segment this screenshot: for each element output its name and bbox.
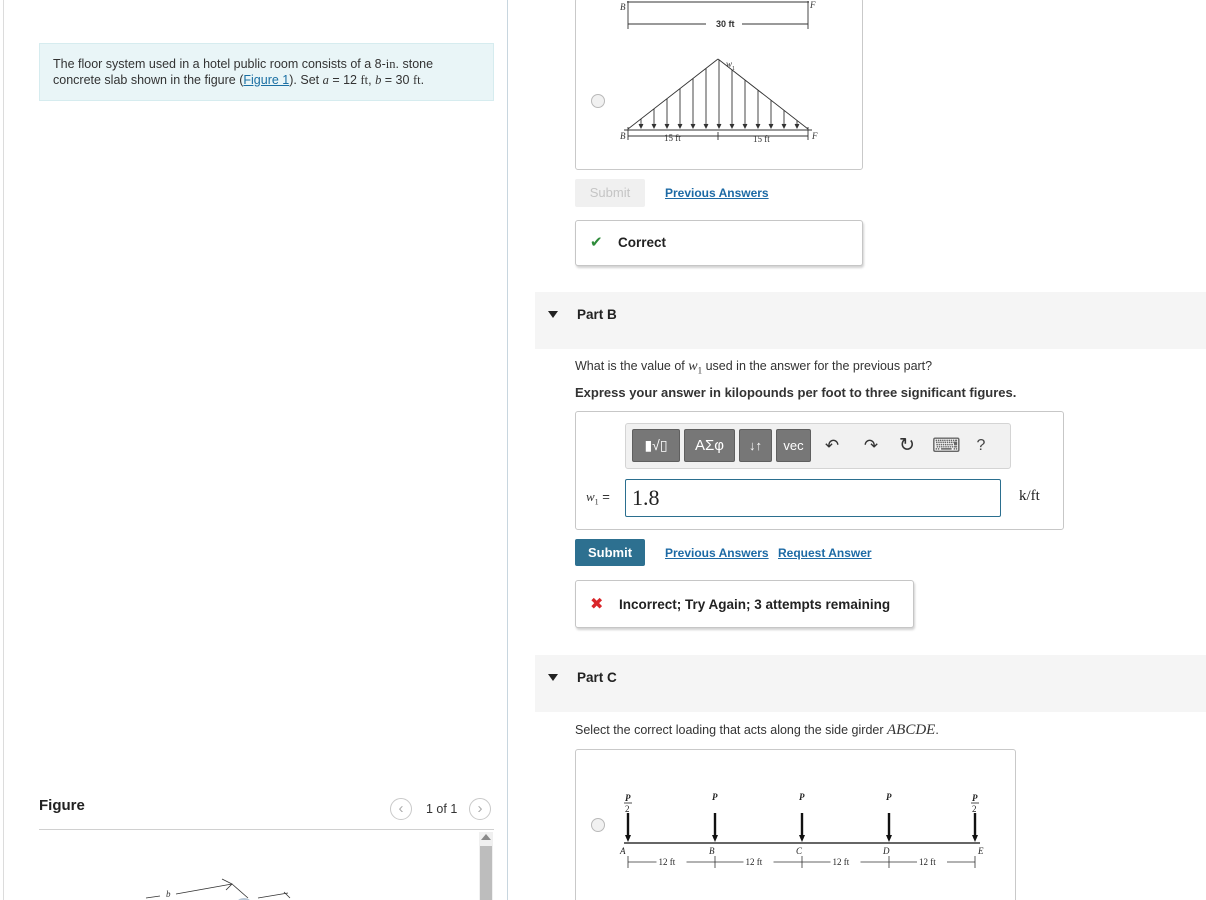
- point-load-arrow-head: [712, 835, 718, 842]
- point-label: D: [883, 846, 890, 856]
- load-arrow-head: [769, 124, 773, 128]
- span-label: 12 ft: [658, 857, 676, 867]
- label-b-top: B: [620, 2, 626, 12]
- load-label-numerator: P: [972, 793, 978, 803]
- greek-symbols-button[interactable]: ΑΣφ: [684, 429, 735, 462]
- part-a-loading-diagrams: [576, 0, 864, 171]
- dim-15ft-right: 15 ft: [753, 134, 770, 144]
- undo-icon[interactable]: ↶: [824, 436, 840, 455]
- redo-icon[interactable]: ↷: [863, 436, 879, 455]
- point-label: C: [796, 846, 803, 856]
- problem-text: . stone concrete slab shown in the figure (: [53, 57, 434, 87]
- load-arrow-head: [678, 124, 682, 128]
- label-b-tri: B: [620, 131, 626, 141]
- caret-down-icon[interactable]: [548, 311, 558, 318]
- scroll-up-arrow-icon[interactable]: [481, 834, 491, 840]
- figure-label-b: b: [166, 889, 171, 899]
- unit-ft: ft: [360, 73, 369, 87]
- x-mark-icon: ✖: [590, 596, 604, 613]
- request-answer-link[interactable]: Request Answer: [778, 546, 872, 560]
- load-arrow-head: [665, 124, 669, 128]
- span-label: 12 ft: [832, 857, 850, 867]
- load-arrow-head: [652, 124, 656, 128]
- feedback-text: Incorrect; Try Again; 3 attempts remaining: [619, 597, 891, 612]
- load-arrow-head: [717, 124, 721, 128]
- problem-text: ). Set: [289, 73, 323, 87]
- load-arrow-head: [743, 124, 747, 128]
- point-load-arrow-head: [972, 835, 978, 842]
- chevron-left-icon: ‹: [398, 800, 404, 817]
- figure-link[interactable]: Figure 1: [243, 73, 290, 87]
- load-arrow-head: [795, 124, 799, 128]
- answer-variable-label: [586, 489, 610, 507]
- load-slope-left: [628, 59, 718, 129]
- part-c-title: Part C: [577, 670, 617, 685]
- var-w: w: [688, 359, 698, 374]
- point-load-arrow-head: [886, 835, 892, 842]
- vec-button[interactable]: vec: [776, 429, 811, 462]
- question-text: What is the value of: [575, 359, 689, 373]
- point-load-arrow-head: [799, 835, 805, 842]
- answer-input[interactable]: 1.8: [625, 479, 1001, 517]
- checkmark-icon: ✔: [590, 234, 603, 251]
- feedback-text: Correct: [618, 235, 667, 250]
- part-c-option-card[interactable]: [575, 749, 1016, 900]
- floor-system-figure: [140, 876, 300, 900]
- caret-down-icon[interactable]: [548, 674, 558, 681]
- part-b-question: [575, 359, 932, 376]
- load-label-denominator: 2: [972, 804, 977, 814]
- span-label: 12 ft: [919, 857, 936, 867]
- left-edge-divider: [3, 0, 4, 900]
- load-label-denominator: 2: [625, 804, 630, 814]
- var-b: b: [375, 73, 382, 87]
- girder-name: ABCDE: [887, 722, 936, 738]
- figure-pager: 1 of 1: [426, 802, 458, 816]
- load-arrow-head: [639, 124, 643, 128]
- equals-sign: =: [598, 489, 610, 504]
- load-arrow-head: [730, 124, 734, 128]
- var-sub: 1: [594, 497, 599, 507]
- answer-unit: k/ft: [1019, 488, 1040, 504]
- point-label: B: [709, 846, 715, 856]
- load-label: P: [712, 792, 718, 802]
- part-a-submit-button[interactable]: Submit: [575, 179, 645, 207]
- load-arrow-head: [704, 124, 708, 128]
- load-arrow-head: [756, 124, 760, 128]
- part-b-previous-answers-link[interactable]: Previous Answers: [665, 546, 769, 560]
- figure-divider: [39, 829, 494, 830]
- var-sub: 1: [697, 365, 703, 376]
- next-figure-button[interactable]: [469, 798, 491, 820]
- question-text: .: [935, 723, 939, 737]
- part-b-instruction: Express your answer in kilopounds per foot to three significant figures.: [575, 385, 1017, 400]
- problem-text: .: [420, 73, 425, 87]
- label-f-top: F: [810, 0, 816, 10]
- problem-text: ,: [368, 73, 376, 87]
- span-label: 12 ft: [745, 857, 763, 867]
- label-w1-sub: 1: [732, 66, 735, 72]
- part-a-previous-answers-link[interactable]: Previous Answers: [665, 186, 769, 200]
- unit-in: in: [385, 57, 396, 71]
- var-w: w: [586, 489, 595, 504]
- part-c-option-radio[interactable]: [591, 818, 605, 832]
- dim-30ft: 30 ft: [716, 19, 735, 29]
- question-text: used in the answer for the previous part?: [702, 359, 933, 373]
- question-text: Select the correct loading that acts along the side girder: [575, 723, 887, 737]
- arrows-button[interactable]: ↓↑: [739, 429, 772, 462]
- prev-figure-button[interactable]: [390, 798, 412, 820]
- load-arrow-head: [691, 124, 695, 128]
- load-arrow-head: [782, 124, 786, 128]
- label-w1: w: [726, 59, 733, 69]
- label-f-tri: F: [812, 131, 818, 141]
- scrollbar-thumb[interactable]: [480, 846, 492, 900]
- math-toolbar: [625, 423, 1011, 469]
- point-label: A: [620, 846, 626, 856]
- value-b: = 30: [381, 73, 413, 87]
- load-label: P: [799, 792, 805, 802]
- templates-button[interactable]: ▮√▯: [632, 429, 680, 462]
- value-a: = 12: [328, 73, 361, 87]
- reset-icon[interactable]: ↻: [899, 435, 915, 456]
- point-load-arrow-head: [625, 835, 631, 842]
- figure-title: Figure: [39, 797, 85, 814]
- chevron-right-icon: ›: [477, 800, 483, 817]
- part-a-option-card[interactable]: [575, 0, 863, 170]
- problem-text: The floor system used in a hotel public room consists of a 8-: [53, 57, 386, 71]
- part-b-submit-button[interactable]: Submit: [575, 539, 645, 566]
- unit-ft: ft: [412, 73, 421, 87]
- load-label: P: [886, 792, 892, 802]
- part-b-feedback-incorrect: [575, 580, 914, 628]
- keyboard-icon[interactable]: ⌨: [932, 435, 961, 457]
- var-a: a: [322, 73, 329, 87]
- part-c-header[interactable]: [535, 655, 1206, 712]
- dim-15ft-left: 15 ft: [664, 133, 681, 143]
- part-a-option-radio[interactable]: [591, 94, 605, 108]
- part-a-feedback-correct: [575, 220, 863, 266]
- girder-loading-diagram: [576, 750, 1017, 900]
- part-b-header[interactable]: [535, 292, 1206, 349]
- load-label-numerator: P: [625, 793, 631, 803]
- left-pane: [0, 0, 508, 900]
- help-icon[interactable]: ?: [976, 437, 986, 454]
- point-label: E: [978, 846, 984, 856]
- part-c-question: [575, 722, 939, 739]
- part-b-title: Part B: [577, 307, 617, 322]
- problem-statement: [39, 43, 494, 101]
